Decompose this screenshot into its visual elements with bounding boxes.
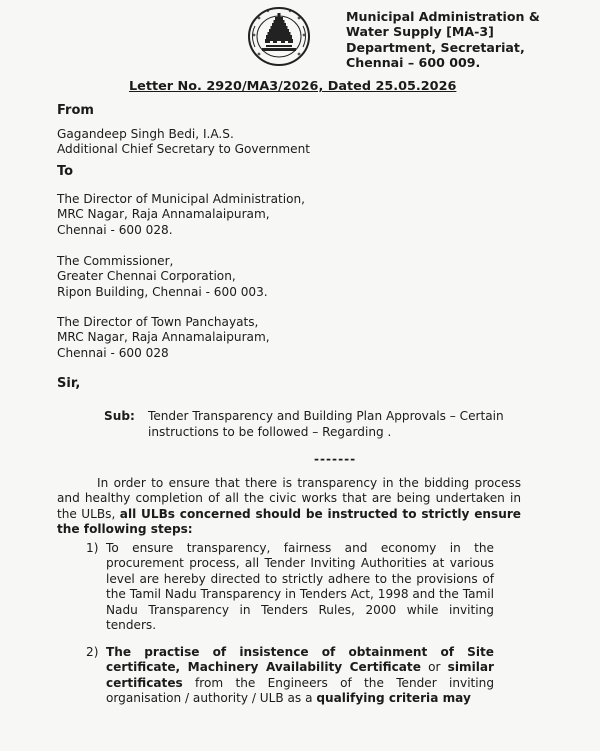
addressee-block [57,315,270,361]
intro-emphasis: all ULBs concerned should be instructed to strictly ensure the following steps: [57,506,521,537]
list-item [86,645,494,707]
separator: ------- [314,452,357,466]
addressee-line: Chennai - 600 028. [57,222,173,237]
salutation: Sir, [57,376,81,391]
department-line: Chennai – 600 009. [346,55,481,71]
item-emphasis: qualifying criteria may [316,691,471,706]
sender-designation: Additional Chief Secretary to Government [57,142,311,157]
item-text-run: or [420,660,448,675]
sender-name: Gagandeep Singh Bedi, I.A.S. [57,127,234,141]
intro-paragraph [57,476,521,538]
item-emphasis: similar certificates [106,660,494,690]
addressee-block [57,254,268,300]
addressee-line: The Director of Municipal Administration, [57,192,306,206]
addressee-line: Greater Chennai Corporation, [57,269,236,284]
intro-text: In order to ensure that there is transparency in the bidding process and healthy completion of all the civic works that are being undertaken in the ULBs, [57,476,521,521]
department-address [346,9,586,70]
item-text [106,645,494,707]
item-text-run: from the Engineers of the Tender inviting organisation / authority / ULB as a [106,675,494,706]
addressee-line: The Commissioner, [57,254,174,268]
subject-label: Sub: [104,409,135,423]
to-heading: To [57,164,74,179]
department-line: Municipal Administration & [346,9,540,24]
list-item [86,541,494,634]
addressee-line: The Director of Town Panchayats, [57,315,259,329]
subject-text: Tender Transparency and Building Plan Approvals – Certain instructions to be followed – Regarding . [148,409,504,439]
item-emphasis: The practise of insistence of obtainment of Site certificate, Machinery Availability Certificate [106,645,494,675]
letter-reference: Letter No. 2920/MA3/2026, Dated 25.05.2026 [129,79,457,94]
from-heading: From [57,103,94,118]
item-number: 2) [86,645,99,659]
addressee-line: Ripon Building, Chennai - 600 003. [57,284,268,299]
government-emblem [244,5,314,68]
addressee-line: MRC Nagar, Raja Annamalaipuram, [57,330,270,345]
sender-block [57,127,310,158]
department-line: Water Supply [MA-3] [346,24,494,40]
item-text: To ensure transparency, fairness and economy in the procurement process, all Tender Inviting Authorities at various level are hereby directed to strictly adhere to the provisions of the Tamil Nadu Transparency in Tenders Act, 1998 and the Tamil Nadu Transparency in Tenders Rules, 2000 while inviting tenders. [106,541,494,633]
addressee-line: MRC Nagar, Raja Annamalaipuram, [57,207,270,222]
item-number: 1) [86,541,99,555]
department-line: Department, Secretariat, [346,39,525,55]
addressee-line: Chennai - 600 028 [57,345,169,360]
addressee-block [57,192,305,238]
